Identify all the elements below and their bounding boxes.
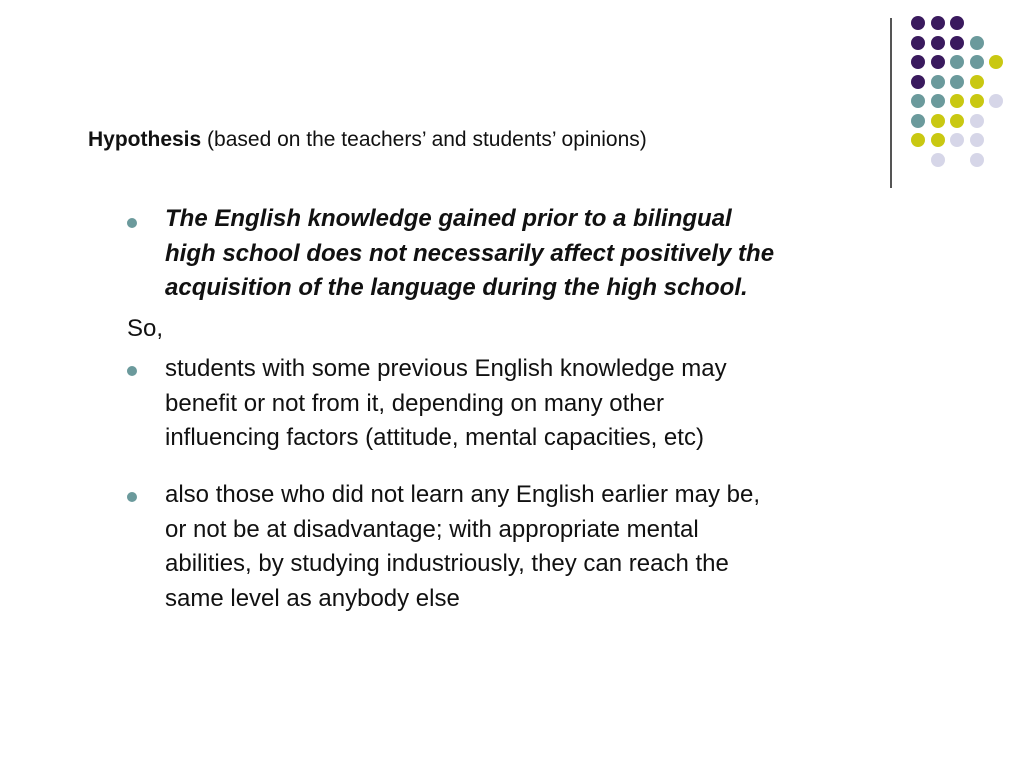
text-line: students with some previous English knowledge may xyxy=(165,355,727,382)
decorative-dot xyxy=(950,75,964,89)
header-divider xyxy=(890,18,892,188)
decorative-dot xyxy=(970,55,984,69)
decorative-dot xyxy=(931,36,945,50)
decorative-dot xyxy=(911,94,925,108)
decorative-dot xyxy=(931,55,945,69)
bullet-icon xyxy=(127,218,137,228)
decorative-dot xyxy=(989,55,1003,69)
decorative-dot xyxy=(911,75,925,89)
decorative-dot xyxy=(911,36,925,50)
decorative-dot xyxy=(950,114,964,128)
decorative-dot xyxy=(950,36,964,50)
decorative-dot xyxy=(950,55,964,69)
decorative-dot xyxy=(950,16,964,30)
point-item xyxy=(165,478,905,616)
text-line: same level as anybody else xyxy=(165,584,460,612)
decorative-dot xyxy=(970,94,984,108)
bullet-icon xyxy=(127,366,137,376)
bullet-icon xyxy=(127,492,137,502)
decorative-dot xyxy=(911,16,925,30)
decorative-dot-grid xyxy=(0,0,1024,200)
connector-text: So, xyxy=(127,315,164,342)
decorative-dot xyxy=(989,94,1003,108)
text-line: also those who did not learn any English earlier may be, xyxy=(165,481,761,508)
decorative-dot xyxy=(931,16,945,30)
text-line: abilities, by studying industriously, they can reach the xyxy=(165,550,729,577)
decorative-dot xyxy=(931,114,945,128)
decorative-dot xyxy=(931,75,945,89)
text-line: benefit or not from it, depending on many other xyxy=(165,389,664,417)
slide-title xyxy=(88,126,647,154)
text-line: or not be at disadvantage; with appropriate mental xyxy=(165,515,699,543)
decorative-dot xyxy=(931,94,945,108)
decorative-dot xyxy=(911,114,925,128)
decorative-dot xyxy=(931,133,945,147)
decorative-dot xyxy=(970,36,984,50)
decorative-dot xyxy=(970,153,984,167)
decorative-dot xyxy=(950,133,964,147)
title-keyword: Hypothesis xyxy=(88,128,202,151)
text-line: acquisition of the language during the high school. xyxy=(165,274,748,301)
text-line: high school does not necessarily affect positively the xyxy=(165,239,775,267)
point-item xyxy=(165,352,905,456)
decorative-dot xyxy=(970,75,984,89)
decorative-dot xyxy=(950,94,964,108)
decorative-dot xyxy=(911,133,925,147)
text-line: influencing factors (attitude, mental capacities, etc) xyxy=(165,424,704,451)
decorative-dot xyxy=(911,55,925,69)
decorative-dot xyxy=(970,133,984,147)
text-line: The English knowledge gained prior to a bilingual xyxy=(165,205,732,232)
decorative-dot xyxy=(931,153,945,167)
title-subtitle: (based on the teachers’ and students’ opinions) xyxy=(207,128,647,151)
decorative-dot xyxy=(970,114,984,128)
hypothesis-statement xyxy=(165,202,905,306)
